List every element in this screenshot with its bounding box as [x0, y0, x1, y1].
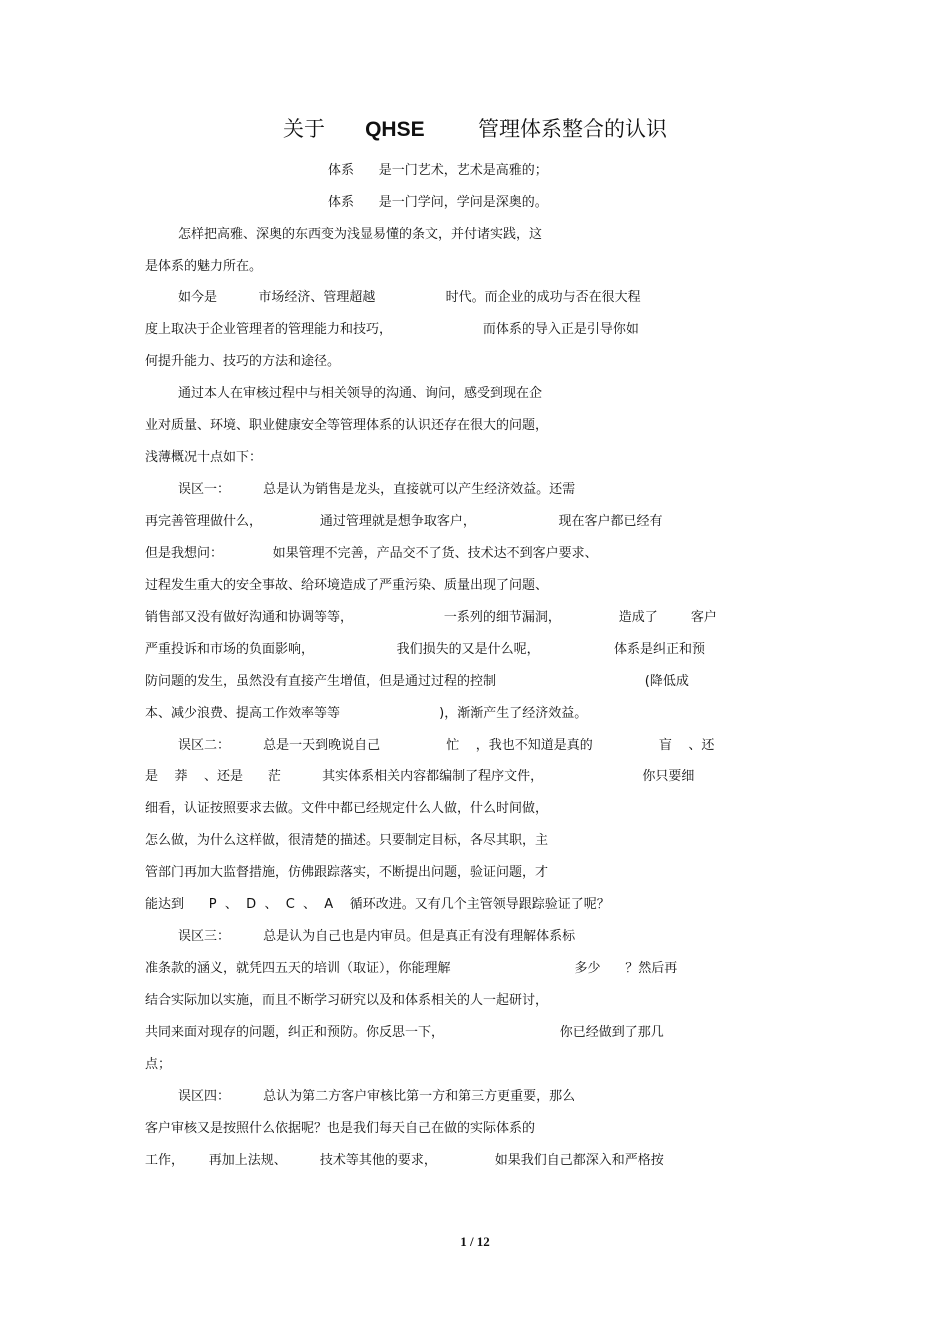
motto-line: 体系 是一门学问，学问是深奥的。: [328, 195, 548, 210]
body-line: 点；: [145, 1057, 172, 1072]
body-line: 是 莽 、还是 茫 其实体系相关内容都编制了程序文件， 你只要细: [145, 769, 695, 784]
body-line: 能达到 P 、 D 、 C 、 A 循环改进。又有几个主管领导跟踪验证了呢？: [145, 897, 610, 912]
body-line: 严重投诉和市场的负面影响， 我们损失的又是什么呢， 体系是纠正和预: [145, 642, 706, 657]
body-line: 结合实际加以实施，而且不断学习研究以及和体系相关的人一起研讨，: [145, 993, 549, 1008]
title-bold: QHSE: [365, 118, 425, 141]
body-line: 通过本人在审核过程中与相关领导的沟通、询问，感受到现在企: [145, 386, 543, 401]
body-line: 细看，认证按照要求去做。文件中都已经规定什么人做，什么时间做，: [145, 801, 549, 816]
body-line: 防问题的发生，虽然没有直接产生增值，但是通过过程的控制 (降低成: [145, 674, 689, 689]
body-line: 是体系的魅力所在。: [145, 259, 263, 274]
body-line: 管部门再加大监督措施，仿佛跟踪落实，不断提出问题，验证问题，才: [145, 865, 549, 880]
body-line: 但是我想问： 如果管理不完善，产品交不了货、技术达不到客户要求、: [145, 546, 598, 561]
motto-line: 体系 是一门艺术，艺术是高雅的；: [328, 163, 548, 178]
body-line: 过程发生重大的安全事故、给环境造成了严重污染、质量出现了问题、: [145, 578, 549, 593]
body-line: 再完善管理做什么， 通过管理就是想争取客户， 现在客户都已经有: [145, 514, 663, 529]
body-line: 业对质量、环境、职业健康安全等管理体系的认识还存在很大的问题，: [145, 418, 549, 433]
body-line: 如今是 市场经济、管理超越 时代。而企业的成功与否在很大程: [145, 290, 641, 305]
body-line: 怎样把高雅、深奥的东西变为浅显易懂的条文，并付诸实践，这: [145, 227, 543, 242]
body-line: 浅薄概况十点如下：: [145, 450, 263, 465]
body-line: 误区三： 总是认为自己也是内审员。但是真正有没有理解体系标: [145, 929, 576, 944]
title-prefix: 关于: [283, 117, 325, 141]
body-line: 工作， 再加上法规、 技术等其他的要求， 如果我们自己都深入和严格按: [145, 1153, 664, 1168]
body-line: 误区二： 总是一天到晚说自己 忙 ，我也不知道是真的 盲 、还: [145, 738, 715, 753]
body-line: 销售部又没有做好沟通和协调等等， 一系列的细节漏洞， 造成了 客户: [145, 610, 717, 625]
body-line: 本、减少浪费、提高工作效率等等 )，渐渐产生了经济效益。: [145, 706, 588, 721]
body-line: 度上取决于企业管理者的管理能力和技巧， 而体系的导入正是引导你如: [145, 322, 639, 337]
body-line: 误区一： 总是认为销售是龙头，直接就可以产生经济效益。还需: [145, 482, 576, 497]
body-line: 怎么做，为什么这样做，很清楚的描述。只要制定目标，各尽其职，主: [145, 833, 549, 848]
body-line: 何提升能力、技巧的方法和途径。: [145, 354, 341, 369]
title-suffix: 管理体系整合的认识: [477, 117, 667, 141]
body-line: 客户审核又是按照什么依据呢？也是我们每天自己在做的实际体系的: [145, 1121, 536, 1136]
body-line: 共同来面对现存的问题，纠正和预防。你反思一下， 你已经做到了那几: [145, 1025, 664, 1040]
body-line: 准条款的涵义，就凭四五天的培训（取证），你能理解 多少 ？然后再: [145, 961, 678, 976]
page-number: 1 / 12: [460, 1234, 490, 1249]
body-line: 误区四： 总认为第二方客户审核比第一方和第三方更重要，那么: [145, 1089, 576, 1104]
document-title: [0, 113, 950, 143]
